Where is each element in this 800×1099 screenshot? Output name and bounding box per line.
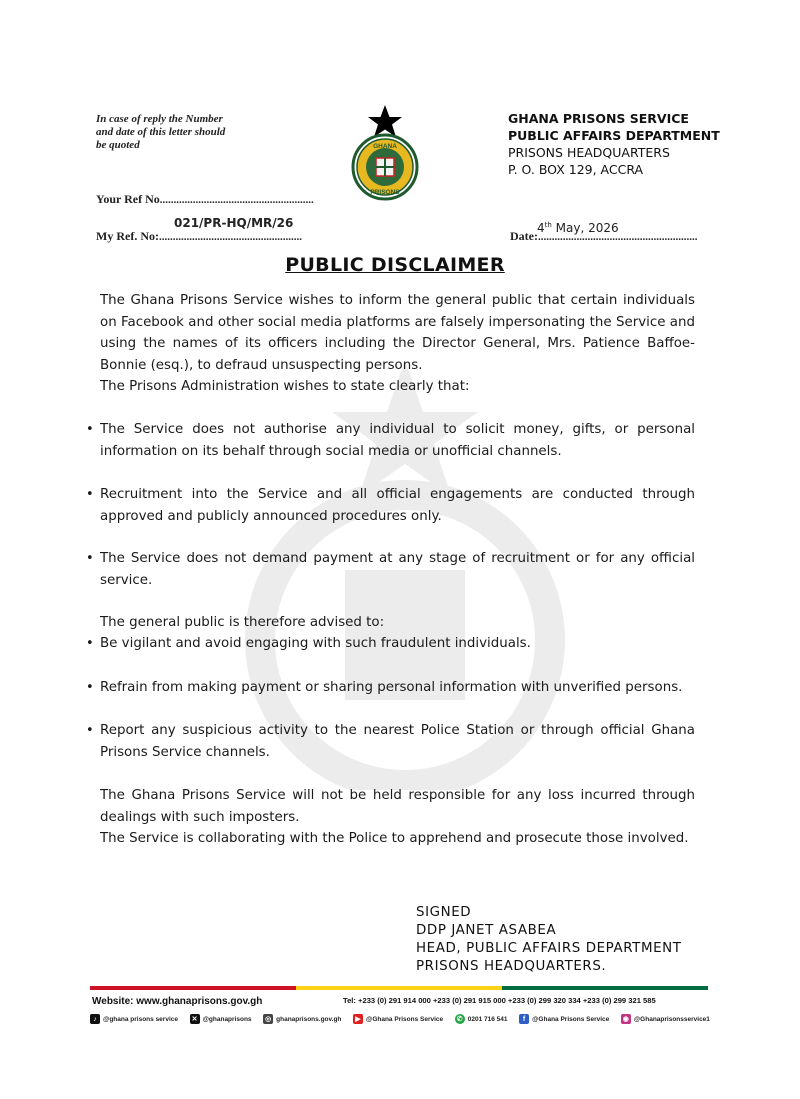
bullet-icon: • [86,551,94,566]
reply-instruction-note: In case of reply the Number and date of this letter should be quoted [96,113,226,151]
signatory-name: DDP JANET ASABEA [416,923,557,938]
advice-intro: The general public is therefore advised to: [100,615,385,630]
date-line [510,229,697,244]
signatory-title: HEAD, PUBLIC AFFAIRS DEPARTMENT [416,941,682,956]
your-ref-dots: ........................................................ [159,194,314,206]
bullet-icon: • [86,723,94,738]
social-link-youtube[interactable]: ▶ @Ghana Prisons Service [353,1014,443,1024]
signatory-office: PRISONS HEADQUARTERS. [416,959,607,974]
list-item: • Refrain from making payment or sharing personal information with unverified persons. [100,677,695,699]
signed-label: SIGNED [416,905,472,920]
my-ref-label: My Ref. No: [96,229,159,243]
closing-statement: The Service is collaborating with the Police to apprehend and prosecute those involved. [100,831,689,846]
intro-statement: The Prisons Administration wishes to state clearly that: [100,379,470,394]
globe-icon: ◎ [265,1016,272,1023]
bullet-icon: • [86,487,94,502]
list-item: • The Service does not demand payment at any stage of recruitment or for any official service. [100,548,695,591]
social-link-tiktok[interactable]: ♪ @ghana prisons service [90,1014,178,1024]
list-item: • Recruitment into the Service and all official engagements are conducted through approved and publicly announced procedures only. [100,484,695,527]
signature-block [416,904,682,976]
closing-paragraph: The Ghana Prisons Service will not be held responsible for any loss incurred through dealings with such imposters. [100,788,695,825]
bullet-icon: • [86,422,94,437]
whatsapp-icon: ✆ [455,1014,465,1024]
instagram-icon: ◉ [622,1016,629,1023]
list-item: • Be vigilant and avoid engaging with such fraudulent individuals. [100,633,695,655]
flag-color-stripe [90,986,708,990]
bullet-icon: • [86,680,94,695]
footer-telephones: Tel: +233 (0) 291 914 000 +233 (0) 291 915 000 +233 (0) 299 320 334 +233 (0) 299 321 585 [343,996,656,1005]
youtube-icon: ▶ [353,1014,363,1024]
x-icon: ✕ [190,1014,200,1024]
list-item: • The Service does not authorise any individual to solicit money, gifts, or personal information on its behalf through social media or unofficial channels. [100,419,695,462]
org-name: GHANA PRISONS SERVICE [508,111,689,126]
my-ref-value: 021/PR-HQ/MR/26 [174,216,294,230]
my-ref-line [96,229,302,244]
date-label: Date: [510,229,538,243]
your-ref-line [96,192,314,207]
tiktok-icon: ♪ [90,1014,100,1024]
footer-website[interactable]: Website: www.ghanaprisons.gov.gh [92,996,263,1007]
department-name: PUBLIC AFFAIRS DEPARTMENT [508,128,720,143]
intro-paragraph: The Ghana Prisons Service wishes to inform the general public that certain individuals on Facebook and other social media platforms are falsely impersonating the Service and using the names of its officers including the Director General, Mrs. Patience Baffoe-Bonnie (esq.), to defraud unsuspecting persons. [100,293,695,373]
date-value: 4th May, 2026 [537,221,619,235]
crest-text-bottom: PRISONS [370,189,400,196]
facebook-icon: f [519,1014,529,1024]
social-link-facebook[interactable]: f @Ghana Prisons Service [519,1014,609,1024]
social-link-instagram[interactable]: ◉ @Ghanaprisonsservice1 [622,1015,710,1023]
crest-text-top: GHANA [373,143,397,150]
social-link-whatsapp[interactable]: ✆ 0201 716 541 [455,1014,508,1024]
your-ref-label: Your Ref No [96,192,160,206]
organisation-address [508,110,720,178]
my-ref-dots: .................................................... [158,231,302,243]
page-title: PUBLIC DISCLAIMER [285,254,505,276]
footer-social-links [90,1012,710,1026]
ghana-prisons-crest-icon [345,103,425,203]
po-box-line: P. O. BOX 129, ACCRA [508,162,644,177]
bullet-icon: • [86,636,94,651]
list-item: • Report any suspicious activity to the nearest Police Station or through official Ghana Prisons Service channels. [100,720,695,763]
date-dots: .......................................................... [537,231,698,243]
social-link-website[interactable]: ◎ ghanaprisons.gov.gh [265,1015,342,1023]
headquarters-line: PRISONS HEADQUARTERS [508,145,670,160]
social-link-x[interactable]: ✕ @ghanaprisons [190,1014,252,1024]
